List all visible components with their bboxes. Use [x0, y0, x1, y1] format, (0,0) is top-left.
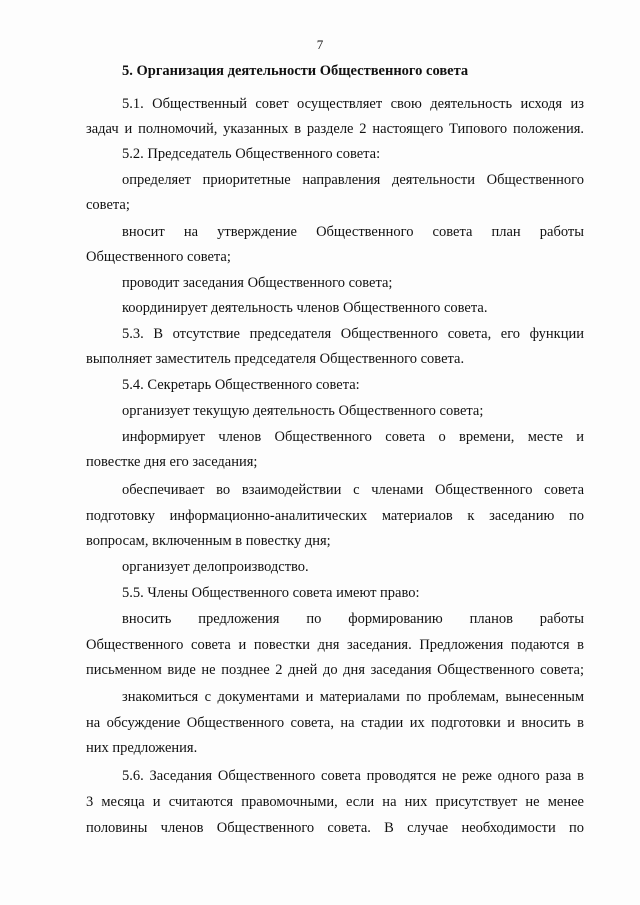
text-line: 5.3. В отсутствие председателя Общественного совета, его функции — [122, 326, 584, 342]
text-line: вносить предложения по формированию планов работы — [122, 611, 584, 627]
text-line: 5.1. Общественный совет осуществляет свою деятельность исходя из — [122, 96, 584, 112]
text-line: совета; — [86, 197, 130, 213]
text-line: выполняет заместитель председателя Общественного совета. — [86, 351, 465, 367]
text-line: 3 месяца и считаются правомочными, если на них присутствует не менее — [86, 794, 584, 810]
text-line: задач и полномочий, указанных в разделе 2 настоящего Типового положения. — [86, 121, 584, 137]
text-line: на обсуждение Общественного совета, на стадии их подготовки и вносить в — [86, 715, 584, 731]
text-line: обеспечивает во взаимодействии с членами Общественного совета — [122, 482, 584, 498]
text-line: 5.2. Председатель Общественного совета: — [122, 146, 381, 162]
page-number: 7 — [316, 37, 324, 52]
text-line: проводит заседания Общественного совета; — [122, 275, 393, 291]
text-line: половины членов Общественного совета. В случае необходимости по — [86, 820, 584, 836]
text-line: организует делопроизводство. — [122, 559, 309, 575]
section-heading: 5. Организация деятельности Общественного совета — [122, 63, 469, 79]
text-line: Общественного совета и повестки дня заседания. Предложения подаются в — [86, 637, 584, 653]
text-line: координирует деятельность членов Общественного совета. — [122, 300, 488, 316]
text-line: Общественного совета; — [86, 249, 231, 265]
text-line: информирует членов Общественного совета о времени, месте и — [122, 429, 584, 445]
text-line: повестке дня его заседания; — [86, 454, 258, 470]
text-line: 5.6. Заседания Общественного совета проводятся не реже одного раза в — [122, 768, 584, 784]
text-line: них предложения. — [86, 740, 198, 756]
text-line: знакомиться с документами и материалами по проблемам, вынесенным — [122, 689, 584, 705]
text-line: письменном виде не позднее 2 дней до дня заседания Общественного совета; — [86, 662, 584, 678]
text-line: 5.5. Члены Общественного совета имеют право: — [122, 585, 420, 601]
text-line: подготовку информационно-аналитических материалов к заседанию по — [86, 508, 584, 524]
text-line: вносит на утверждение Общественного совета план работы — [122, 224, 584, 240]
text-line: определяет приоритетные направления деятельности Общественного — [122, 172, 584, 188]
text-line: организует текущую деятельность Общественного совета; — [122, 403, 484, 419]
text-line: 5.4. Секретарь Общественного совета: — [122, 377, 360, 393]
text-line: вопросам, включенным в повестку дня; — [86, 533, 331, 549]
